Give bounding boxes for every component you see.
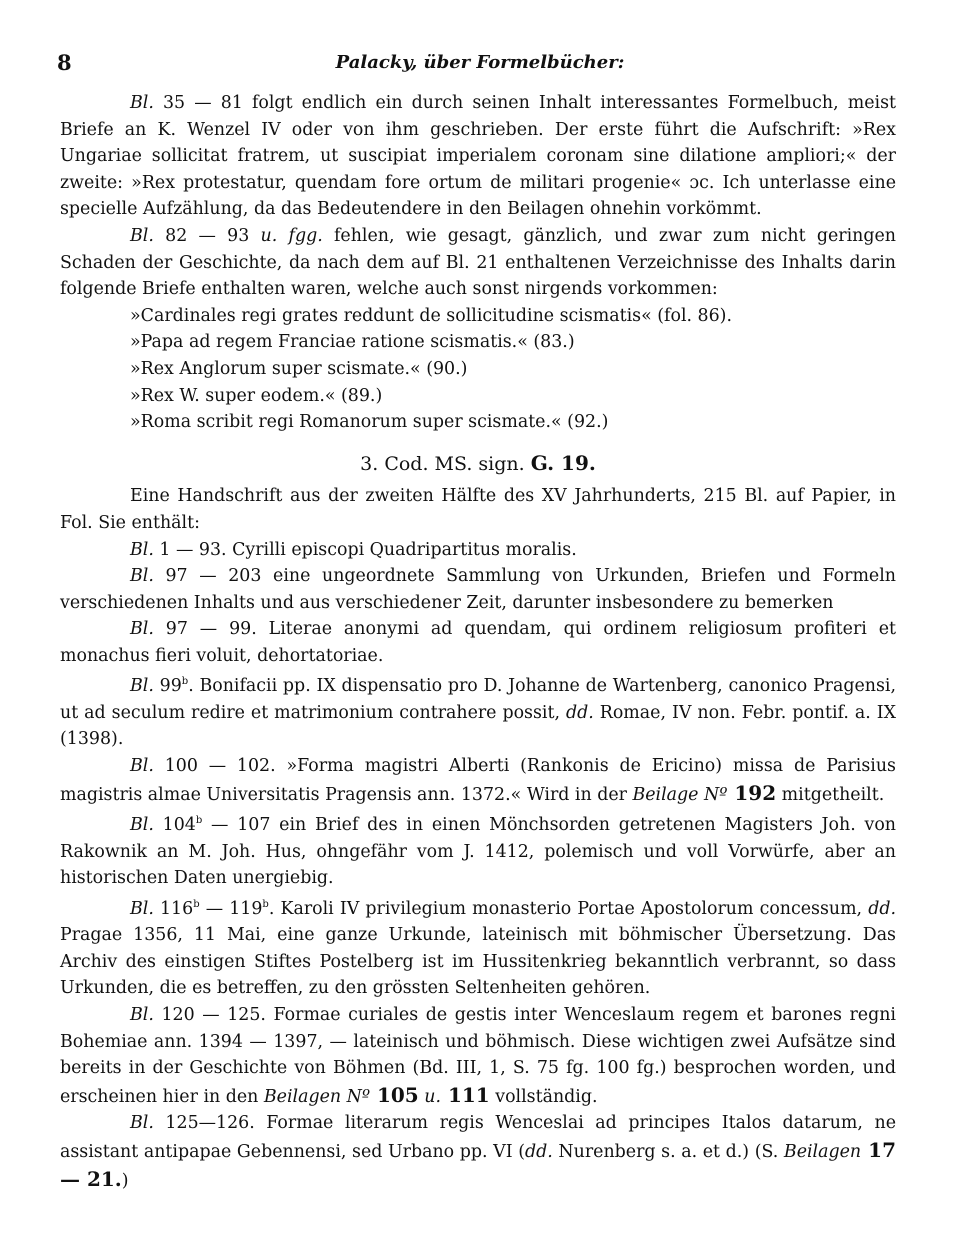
entry-text: 1 — 93. Cyrilli episcopi Quadripartitus moralis.	[153, 539, 577, 560]
folio-ref: Bl.	[130, 619, 154, 640]
folio-ref: Bl.	[130, 676, 154, 697]
folio-ref: Bl.	[130, 539, 154, 560]
entry	[60, 808, 896, 892]
section-signature: G. 19.	[530, 450, 596, 475]
folio-number: 116	[153, 898, 194, 919]
paragraph: Eine Handschrift aus der zweiten Hälfte des XV Jahrhunderts, 215 Bl. auf Papier, in Fol. Sie enthält:	[60, 486, 896, 533]
folio-ref: Bl.	[130, 566, 154, 587]
page-header	[57, 50, 903, 80]
paragraph	[60, 90, 896, 223]
beilage-ref: Beilagen	[783, 1141, 862, 1162]
entry-text: . Karoli IV privilegium monasterio Portae Apostolorum concessum,	[268, 898, 869, 919]
entry-text: 97 — 203 eine ungeordnete Sammlung von Urkunden, Briefen und Formeln verschiedenen Inhalts und aus verschiedener Zeit, darunter insbesondere zu bemerken	[60, 566, 896, 613]
paragraph-text: fehlen, wie gesagt, gänzlich, und zwar zum nicht geringen Schaden der Geschichte, da nach dem auf Bl. 21 enthaltenen Verzeichnisse des Inhalts darin folgende Briefe enthalten waren, welche auch sonst nirgends vorkommen:	[60, 225, 896, 300]
entry-text: . Bonifacii pp. IX dispensatio pro D. Johanne de Wartenberg, canonico Pragensi, ut ad seculum redire et matrimonium contrahere possit,	[60, 676, 896, 723]
entry-text: mitgetheilt.	[776, 784, 885, 805]
folio-number: 99	[153, 676, 182, 697]
entry	[60, 1002, 896, 1110]
entry-text: — 107 ein Brief des in einen Mönchsorden getretenen Magisters Joh. von Rakownik an M. Joh. Hus, ohngefähr vom J. 1412, polemisch und voll Vorwürfe, aber an historischen Daten unergiebig.	[60, 815, 896, 889]
entry-text: 97 — 99. Literae anonymi ad quendam, qui ordinem religiosum profiteri et monachus fieri voluit, dehortatoriae.	[60, 619, 896, 666]
paragraph-text: 35 — 81 folgt endlich ein durch seinen Inhalt interessantes Formelbuch, meist Briefe an K. Wenzel IV oder von ihm geschrieben. Der erste führt die Aufschrift: »Rex Ungariae sollicitat fratrem, ut suscipiat imperialem coronam sine dilatione ampliori;« der zweite: »Rex protestatur, quendam fore ortum de militari progenie« ɔc. Ich unterlasse eine specielle Aufzählung, da das Bedeutendere in den Beilagen ohnehin vorkömmt.	[60, 93, 896, 220]
folio-ref: Bl.	[130, 756, 154, 777]
entry-text: 120 — 125. Formae curiales de gestis inter Wenceslaum regem et barones regni Bohemiae ann. 1394 — 1397, — lateinisch und böhmisch. Diese wichtigen zwei Aufsätze sind bereits in der Geschichte von Böhmen (Bd. III, 1, S. 75 fg. 100 fg.) besprochen worden, und erscheinen hier in den	[60, 1004, 896, 1107]
folio-ref: Bl.	[130, 1113, 154, 1134]
folio-ref: Bl.	[130, 815, 154, 836]
text-body	[60, 90, 896, 1194]
entry	[60, 753, 896, 808]
conjunction: u.	[418, 1086, 441, 1107]
beilage-number: 105	[370, 1082, 419, 1107]
quote-line: »Cardinales regi grates reddunt de sollicitudine scismatis« (fol. 86).	[130, 305, 732, 326]
folio-range: 82 — 93	[153, 225, 261, 246]
section-label: 3. Cod. MS. sign.	[360, 452, 531, 475]
entry-text: Nurenberg s. a. et d.) (S.	[552, 1141, 784, 1162]
beilage-number: 111	[441, 1082, 490, 1107]
folio-number: — 119	[199, 898, 263, 919]
paragraph	[60, 223, 896, 303]
folio-ref: Bl.	[130, 225, 154, 246]
entry	[60, 669, 896, 753]
folio-superscript: b	[262, 898, 269, 910]
folio-ref: Bl.	[130, 1004, 154, 1025]
quote-line: »Roma scribit regi Romanorum super scismate.« (92.)	[130, 412, 609, 433]
entry-text: 125—126. Formae literarum regis Wenceslai ad principes Italos datarum, ne assistant antipapae Gebennensi, sed Urbano pp. VI (	[60, 1113, 896, 1162]
entry-text: Pragae 1356, 11 Mai, eine ganze Urkunde, lateinisch mit böhmischer Übersetzung. Das Archiv des einstigen Stiftes Postelberg ist im Hussitenkrieg bekanntlich verbrannt, so dass Urkunden, die es betreffen, zu den grössten Seltenheiten gehören.	[60, 925, 896, 999]
folio-superscript: b	[181, 676, 189, 688]
folio-ref: Bl.	[130, 93, 154, 113]
running-title: Palacky, über Formelbücher:	[335, 52, 625, 73]
dd-abbrev: dd.	[868, 898, 896, 919]
quote-line: »Rex W. super eodem.« (89.)	[130, 385, 383, 406]
entry-text: Romae, IV non. Febr. pontif. a. IX (1398).	[60, 702, 897, 750]
entry-text: vollständig.	[489, 1086, 598, 1107]
entry	[60, 563, 896, 616]
beilage-number: 192	[727, 780, 777, 805]
dd-abbrev: dd.	[565, 702, 594, 723]
beilage-ref: Beilagen Nº	[263, 1086, 371, 1107]
folio-ref: Bl.	[130, 898, 154, 919]
dd-abbrev: dd.	[525, 1141, 553, 1162]
entry-text: )	[121, 1170, 129, 1191]
folio-superscript: b	[193, 898, 200, 910]
entry	[60, 892, 896, 1002]
page-number: 8	[57, 50, 72, 75]
section-heading	[60, 450, 896, 478]
entry	[60, 616, 896, 669]
quote-line: »Papa ad regem Franciae ratione scismatis.« (83.)	[130, 332, 575, 353]
folio-superscript: b	[195, 815, 203, 827]
quote-line: »Rex Anglorum super scismate.« (90.)	[130, 358, 468, 379]
entry	[60, 537, 896, 564]
beilage-range: 17 — 21.	[60, 1137, 897, 1191]
entry-text: 100 — 102. »Forma magistri Alberti (Rankonis de Ericino) missa de Parisius magistris almae Universitatis Pragensis ann. 1372.« Wird in der	[60, 756, 896, 805]
beilage-ref: Beilage Nº	[632, 784, 728, 805]
folio-number: 104	[153, 815, 196, 836]
entry	[60, 1110, 896, 1194]
abbrev: u. fgg.	[260, 225, 323, 246]
